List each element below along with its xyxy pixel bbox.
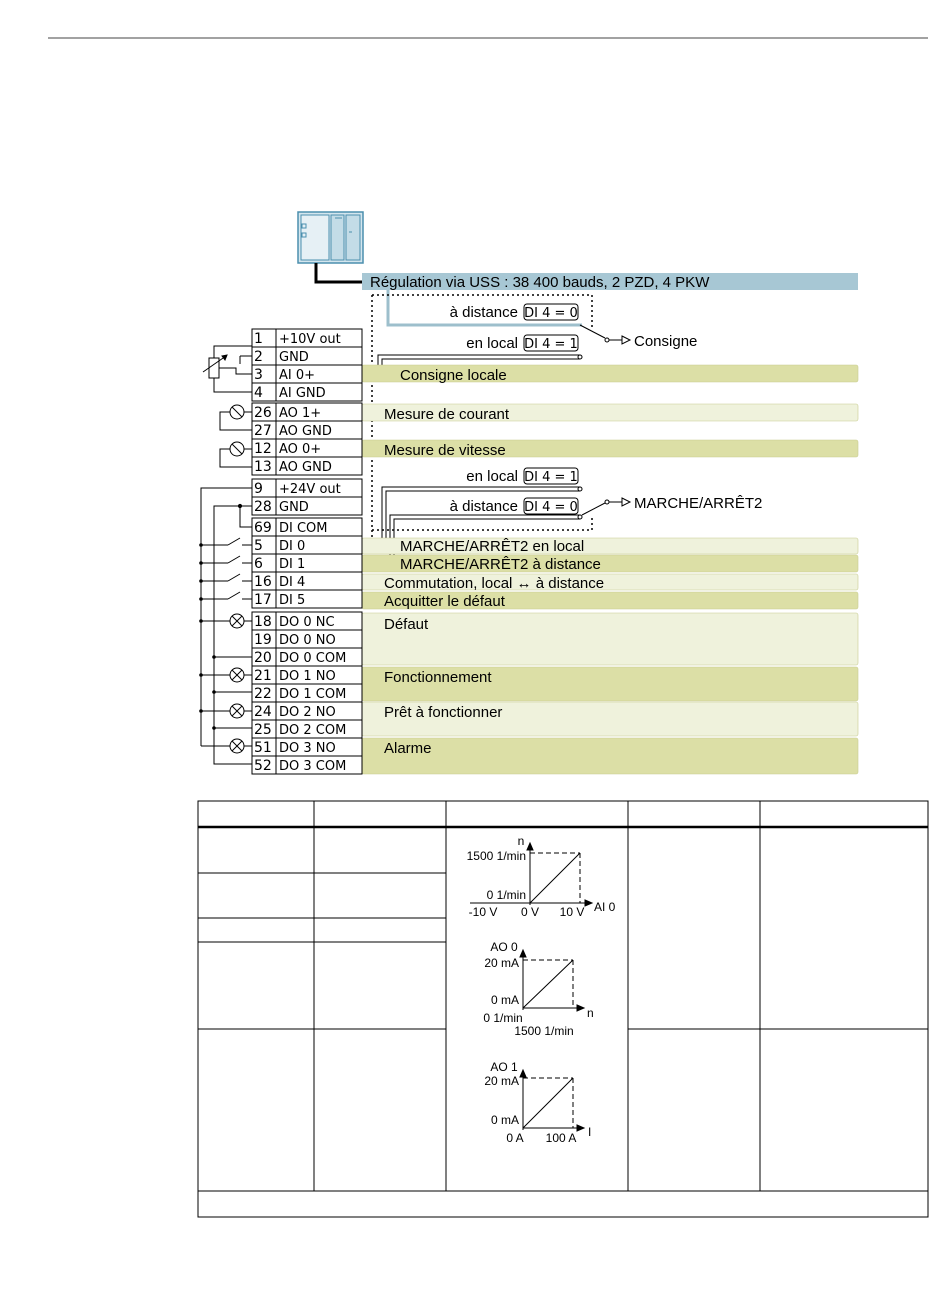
- terminal-number: 26: [254, 405, 272, 421]
- switch-top-output: Consigne: [634, 333, 698, 350]
- terminal-name: AO 0+: [279, 442, 322, 457]
- terminal-number: 6: [254, 556, 263, 572]
- graph-ao0-y-zero: 0 mA: [490, 993, 519, 1007]
- lamp-do1-icon: [230, 668, 244, 682]
- terminal-number: 22: [254, 686, 272, 702]
- graph-ao0-scaling: [483, 940, 593, 1038]
- terminal-name: GND: [279, 500, 309, 515]
- dotted-control-left: [362, 295, 372, 580]
- terminal-number: 21: [254, 668, 272, 684]
- graph-ao0-x-axis: n: [587, 1006, 594, 1020]
- terminal-name: DO 0 COM: [279, 651, 347, 666]
- switch-bottom-local-label: en local: [466, 468, 518, 485]
- switch-bottom-remote-cond: DI 4 = 0: [524, 500, 578, 515]
- terminal-row: [252, 329, 362, 347]
- graph-ai0-scaling: [467, 834, 616, 919]
- terminal-number: 17: [254, 592, 272, 608]
- graph-ai-y-top: 1500 1/min: [466, 849, 526, 863]
- terminal-name: AO 1+: [279, 406, 322, 421]
- graph-ao0-y-top: 20 mA: [484, 956, 519, 970]
- terminal-row: [252, 720, 362, 738]
- terminal-row: [252, 630, 362, 648]
- terminal-name: DO 0 NC: [279, 615, 335, 630]
- bar-consigne-locale-label: Consigne locale: [400, 367, 507, 384]
- terminal-number: 25: [254, 722, 272, 738]
- terminal-number: 69: [254, 520, 272, 536]
- terminal-strip: [252, 329, 362, 774]
- terminal-name: +24V out: [279, 482, 341, 497]
- terminal-row: [252, 347, 362, 365]
- terminal-name: DO 2 COM: [279, 723, 347, 738]
- speed-meter-ao0-icon: [220, 442, 252, 467]
- bar-defaut-label: Défaut: [384, 616, 429, 633]
- switch-top-local-terminal: [578, 355, 582, 359]
- terminal-number: 16: [254, 574, 272, 590]
- bar-fonctionnement-label: Fonctionnement: [384, 669, 492, 686]
- terminal-number: 27: [254, 423, 272, 439]
- terminal-name: DO 0 NO: [279, 633, 336, 648]
- uss-cable: [316, 263, 362, 282]
- terminal-name: DI 5: [279, 593, 306, 608]
- terminal-row: [252, 403, 362, 421]
- terminal-name: DO 1 NO: [279, 669, 336, 684]
- terminal-name: GND: [279, 350, 309, 365]
- terminal-name: AO GND: [279, 424, 332, 439]
- terminal-name: DO 3 COM: [279, 759, 347, 774]
- graph-ao1-y-top: 20 mA: [484, 1074, 519, 1088]
- plc-controller-icon: [298, 212, 363, 263]
- bar-alarme: [362, 738, 858, 774]
- terminal-row: [252, 365, 362, 383]
- graph-ao1-y-zero: 0 mA: [490, 1113, 519, 1127]
- bar-mesure-courant-label: Mesure de courant: [384, 406, 510, 423]
- terminal-name: AI 0+: [279, 368, 316, 383]
- terminal-name: DO 2 NO: [279, 705, 336, 720]
- graph-ai-x-left: -10 V: [468, 905, 498, 919]
- graph-ao1-y-axis: AO 1: [490, 1060, 518, 1074]
- switch-top-contacts: [580, 325, 630, 344]
- graph-ao1-scaling: [484, 1060, 591, 1145]
- terminal-number: 2: [254, 349, 263, 365]
- terminal-row: [252, 666, 362, 684]
- terminal-name: DI COM: [279, 521, 328, 536]
- terminal-row: [252, 497, 362, 515]
- terminal-number: 51: [254, 740, 272, 756]
- do-lamps: [201, 621, 252, 746]
- terminal-row: [252, 572, 362, 590]
- terminal-number: 5: [254, 538, 263, 554]
- bar-alarme-label: Alarme: [384, 740, 432, 757]
- graph-ao0-x-right: 1500 1/min: [514, 1024, 574, 1038]
- switch-bottom-remote-terminal: [578, 515, 582, 519]
- terminal-name: AI GND: [279, 386, 326, 401]
- terminal-row: [252, 479, 362, 497]
- switch-top-remote-label: à distance: [449, 304, 518, 321]
- graph-ao0-x-zero: 0 1/min: [483, 1011, 523, 1025]
- switch-bottom-local-cond: DI 4 = 1: [524, 470, 578, 485]
- terminal-number: 19: [254, 632, 272, 648]
- switch-bottom-remote-label: à distance: [449, 498, 518, 515]
- terminal-number: 24: [254, 704, 272, 720]
- graph-ao1-x-zero: 0 A: [506, 1131, 524, 1145]
- terminal-row: [252, 554, 362, 572]
- terminal-row: [252, 457, 362, 475]
- terminal-row: [252, 439, 362, 457]
- terminal-number: 13: [254, 459, 272, 475]
- graph-ai-y-axis: n: [517, 834, 525, 848]
- terminal-row: [252, 383, 362, 401]
- bar-mesure-vitesse-label: Mesure de vitesse: [384, 442, 506, 459]
- terminal-number: 9: [254, 481, 263, 497]
- terminal-number: 20: [254, 650, 272, 666]
- switch-bottom-contacts: [582, 498, 630, 515]
- di-supply-wiring: [201, 488, 252, 764]
- bar-pret-label: Prêt à fonctionner: [384, 704, 503, 721]
- terminal-name: DO 3 NO: [279, 741, 336, 756]
- terminal-number: 28: [254, 499, 272, 515]
- bar-acquitter-label: Acquitter le défaut: [384, 593, 505, 610]
- terminal-name: DI 0: [279, 539, 306, 554]
- graph-ao0-y-axis: AO 0: [490, 940, 518, 954]
- bar-marche-local-label: MARCHE/ARRÊT2 en local: [400, 538, 585, 555]
- graph-ai-x-zero: 0 V: [520, 905, 540, 919]
- bar-marche-distance-label: MARCHE/ARRÊT2 à distance: [400, 556, 601, 573]
- graph-ao1-x-right: 100 A: [545, 1131, 577, 1145]
- di-switches: [201, 538, 252, 599]
- lamp-do0-icon: [230, 614, 244, 628]
- switch-bottom-output: MARCHE/ARRÊT2: [634, 495, 763, 512]
- dotted-control-bottom: [372, 515, 592, 530]
- terminal-number: 3: [254, 367, 263, 383]
- terminal-row: [252, 612, 362, 630]
- ammeter-ao1-icon: [220, 405, 252, 430]
- terminal-row: [252, 738, 362, 756]
- lamp-do2-icon: [230, 704, 244, 718]
- terminal-row: [252, 518, 362, 536]
- bar-defaut: [362, 613, 858, 665]
- terminal-name: +10V out: [279, 332, 341, 347]
- graph-ai-y-zero: 0 1/min: [486, 888, 526, 902]
- terminal-number: 18: [254, 614, 272, 630]
- graph-ao1-x-axis: I: [588, 1125, 592, 1139]
- terminal-name: DI 4: [279, 575, 306, 590]
- switch-top-remote-cond: DI 4 = 0: [524, 306, 578, 321]
- terminal-number: 52: [254, 758, 272, 774]
- bar-commutation-label: Commutation, local ↔ à distance: [384, 575, 605, 592]
- switch-bottom-local-terminal: [578, 487, 582, 491]
- graph-ai-x-axis: AI 0: [594, 900, 616, 914]
- graph-ai-x-right: 10 V: [559, 905, 585, 919]
- terminal-number: 12: [254, 441, 272, 457]
- terminal-name: DI 1: [279, 557, 306, 572]
- potentiometer-icon: [203, 346, 252, 392]
- terminal-row: [252, 648, 362, 666]
- terminal-name: DO 1 COM: [279, 687, 347, 702]
- lamp-do3-icon: [230, 739, 244, 753]
- terminal-row: [252, 756, 362, 774]
- terminal-name: AO GND: [279, 460, 332, 475]
- switch-top-local-cond: DI 4 = 1: [524, 337, 578, 352]
- uss-label: Régulation via USS : 38 400 bauds, 2 PZD, 4 PKW: [370, 274, 710, 291]
- terminal-row: [252, 536, 362, 554]
- di-junction-dots: [199, 543, 216, 730]
- terminal-row: [252, 421, 362, 439]
- terminal-number: 4: [254, 385, 263, 401]
- switch-top-local-label: en local: [466, 335, 518, 352]
- terminal-row: [252, 590, 362, 608]
- parameter-table: [198, 801, 928, 1217]
- terminal-row: [252, 684, 362, 702]
- terminal-number: 1: [254, 331, 263, 347]
- terminal-row: [252, 702, 362, 720]
